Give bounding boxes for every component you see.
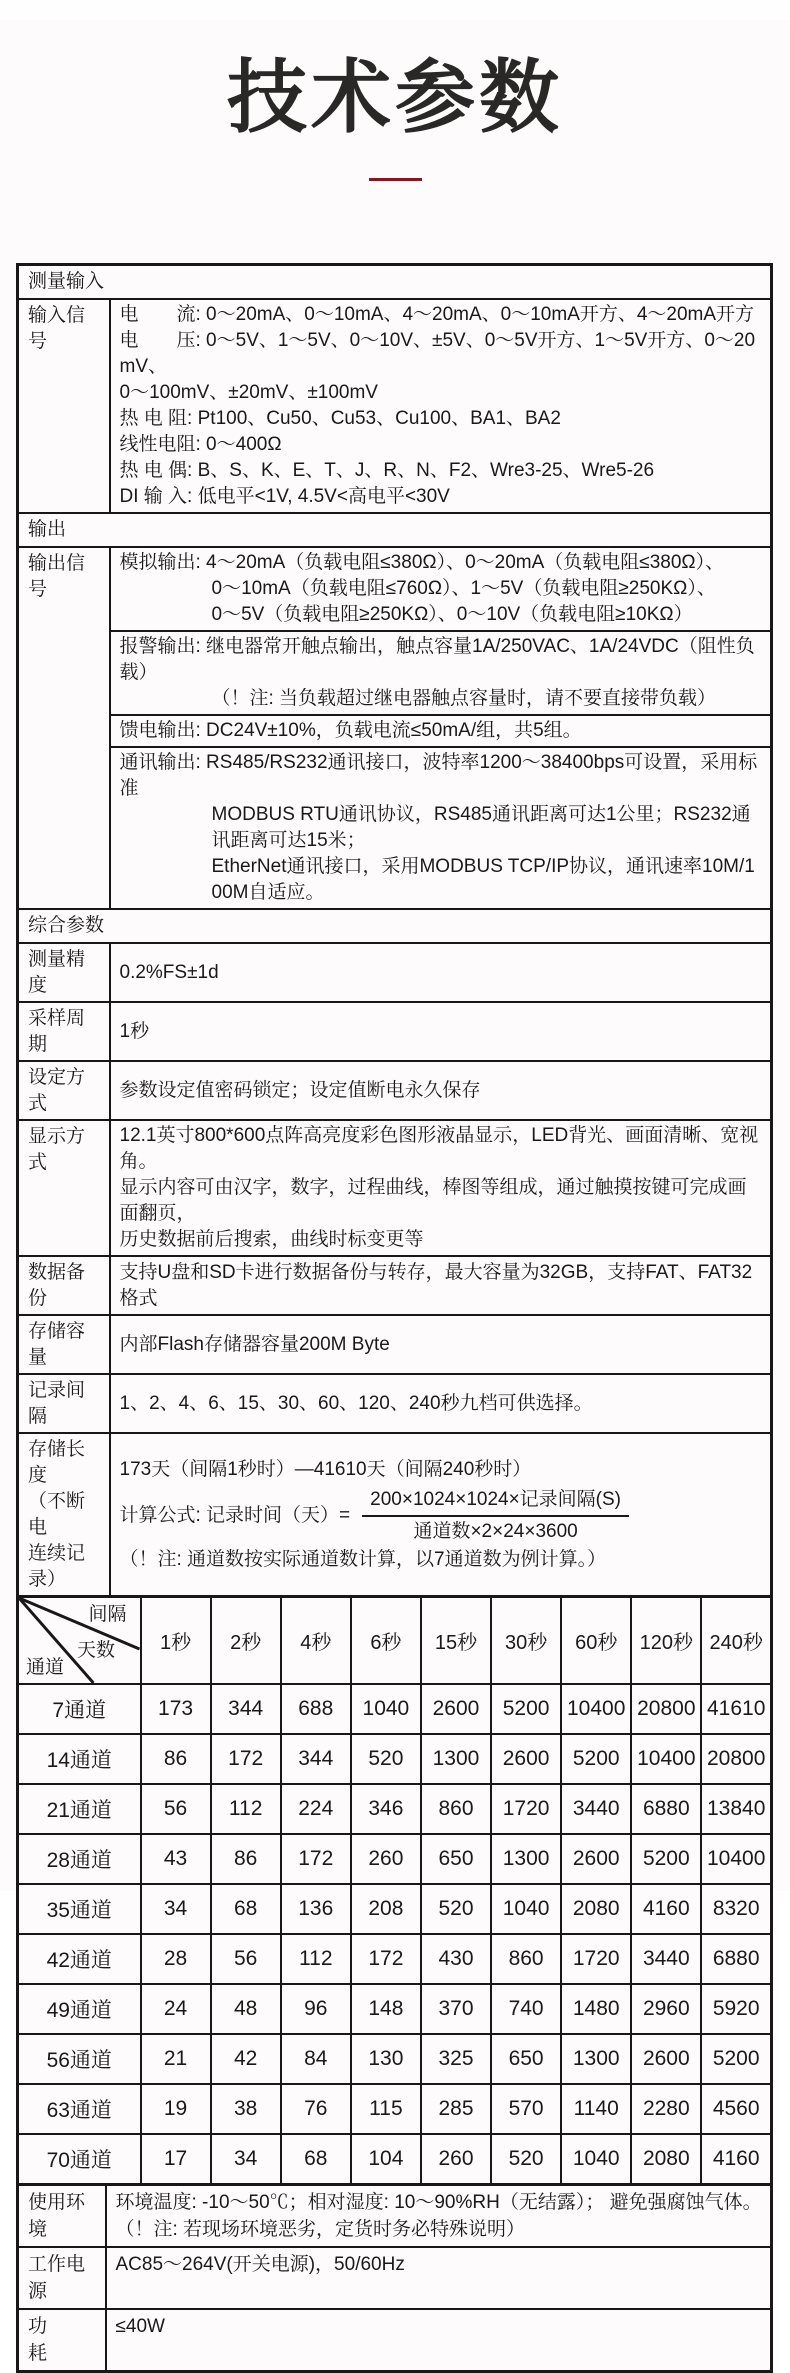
spec-row-sampling [18, 1002, 772, 1061]
channel-cell: 520 [491, 2134, 561, 2185]
row-label: 存储容量 [18, 1315, 110, 1374]
section-label: 综合参数 [18, 909, 772, 943]
channel-row-label: 42通道 [18, 1934, 141, 1984]
channel-table-row [18, 1934, 772, 1984]
row-label: 工作电源 [18, 2247, 106, 2309]
channel-cell: 2960 [631, 1984, 701, 2034]
spec-row-interval [18, 1374, 772, 1433]
channel-cell: 172 [211, 1734, 281, 1784]
channel-row-label: 49通道 [18, 1984, 141, 2034]
channel-row-label: 63通道 [18, 2084, 141, 2134]
row-environment [18, 2185, 772, 2248]
channel-cell: 34 [141, 1884, 211, 1934]
channel-cell: 860 [421, 1784, 491, 1834]
channel-cell: 344 [281, 1734, 351, 1784]
accuracy-value: 0.2%FS±1d [110, 943, 772, 1002]
text-line: 模拟输出: 4～20mA（负载电阻≤380Ω）、0～20mA（负载电阻≤380Ω）、 [119, 552, 725, 573]
channel-cell: 24 [141, 1984, 211, 2034]
spec-row-storage-length [18, 1433, 772, 1597]
channel-cell: 1720 [491, 1784, 561, 1834]
text-line: （！注: 若现场环境恶劣，定货时务必特殊说明） [115, 2219, 526, 2240]
channel-cell: 1300 [491, 1834, 561, 1884]
text-line: 12.1英寸800*600点阵高亮度彩色图形液晶显示，LED背光、画面清晰、宽视角。 [119, 1125, 759, 1172]
spec-row-output-signal-comm [18, 747, 772, 909]
channel-row-label: 35通道 [18, 1884, 141, 1934]
channel-cell: 104 [351, 2134, 421, 2185]
channel-cell: 1140 [561, 2084, 631, 2134]
row-label: 数据备份 [18, 1256, 110, 1315]
section-label: 测量输入 [18, 265, 772, 300]
channel-cell: 43 [141, 1834, 211, 1884]
row-label [18, 1433, 110, 1597]
top-band [0, 0, 790, 20]
channel-cell: 520 [351, 1734, 421, 1784]
channel-cell: 8320 [701, 1884, 771, 1934]
channel-cell: 172 [281, 1834, 351, 1884]
analog-output-value [110, 547, 772, 631]
channel-col-header: 240秒 [701, 1597, 771, 1685]
corner-label-days: 天数 [77, 1640, 116, 1661]
alarm-output-value [110, 631, 772, 715]
channel-cell: 860 [491, 1934, 561, 1984]
channel-table-row [18, 2034, 772, 2084]
channel-col-header: 120秒 [631, 1597, 701, 1685]
channel-cell: 1300 [421, 1734, 491, 1784]
channel-cell: 2080 [561, 1884, 631, 1934]
channel-cell: 4160 [701, 2134, 771, 2185]
text-line: 显示内容可由汉字，数字，过程曲线，棒图等组成，通过触摸按键可完成画面翻页， [119, 1177, 747, 1224]
formula-fraction [362, 1487, 629, 1545]
channel-col-header: 30秒 [491, 1597, 561, 1685]
spec-row-capacity [18, 1315, 772, 1374]
display-value [110, 1120, 772, 1256]
spec-row-input-signal [18, 299, 772, 513]
spec-row-backup [18, 1256, 772, 1315]
text-line: 热 电 偶: B、S、K、E、T、J、R、N、F2、Wre3-25、Wre5-26 [119, 460, 655, 481]
storage-note: （！注: 通道数按实际通道数计算，以7通道数为例计算。） [119, 1548, 607, 1570]
channel-cell: 1480 [561, 1984, 631, 2034]
channel-cell: 370 [421, 1984, 491, 2034]
channel-cell: 2600 [421, 1684, 491, 1734]
channel-col-header: 6秒 [351, 1597, 421, 1685]
corner-label-channel: 通道 [26, 1657, 65, 1678]
channel-table-row [18, 1884, 772, 1934]
channel-cell: 688 [281, 1684, 351, 1734]
row-label: 采样周期 [18, 1002, 110, 1061]
channel-cell: 208 [351, 1884, 421, 1934]
channel-cell: 130 [351, 2034, 421, 2084]
channel-cell: 3440 [561, 1784, 631, 1834]
spec-row-setting [18, 1061, 772, 1120]
corner-label-interval: 间隔 [88, 1604, 127, 1625]
row-consumption [18, 2309, 772, 2372]
channel-row-label: 14通道 [18, 1734, 141, 1784]
channel-cell: 650 [491, 2034, 561, 2084]
channel-cell: 112 [281, 1934, 351, 1984]
channel-cell: 3440 [631, 1934, 701, 1984]
channel-table-body [18, 1684, 772, 2185]
channel-cell: 2600 [561, 1834, 631, 1884]
interval-value: 1、2、4、6、15、30、60、120、240秒九档可供选择。 [110, 1374, 772, 1433]
channel-col-header: 4秒 [281, 1597, 351, 1685]
channel-cell: 5920 [701, 1984, 771, 2034]
channel-cell: 76 [281, 2084, 351, 2134]
channel-cell: 260 [351, 1834, 421, 1884]
comm-output-value [110, 747, 772, 909]
text-line: 电 压: 0～5V、1～5V、0～10V、±5V、0～5V开方、1～5V开方、0～20 mV、 [119, 330, 756, 377]
channel-cell: 260 [421, 2134, 491, 2185]
text-line: （！注: 当负载超过继电器触点容量时，请不要直接带负载） [211, 688, 717, 709]
channel-cell: 86 [141, 1734, 211, 1784]
power-value: AC85～264V(开关电源)，50/60Hz [106, 2247, 772, 2309]
channel-cell: 20800 [701, 1734, 771, 1784]
spec-row-output-signal-analog [18, 547, 772, 631]
row-label: 显示方式 [18, 1120, 110, 1256]
channel-cell: 84 [281, 2034, 351, 2084]
text-line: （不断电 [28, 1491, 86, 1538]
text-line: 0～10mA（负载电阻≤760Ω）、1～5V（负载电阻≥250KΩ）、 [211, 578, 716, 599]
channel-cell: 172 [351, 1934, 421, 1984]
channel-cell: 28 [141, 1934, 211, 1984]
channel-cell: 68 [211, 1884, 281, 1934]
channel-cell: 136 [281, 1884, 351, 1934]
channel-cell: 38 [211, 2084, 281, 2134]
channel-table-row [18, 2084, 772, 2134]
text-line: EtherNet通讯接口，采用MODBUS TCP/IP协议，通讯速率10M/100M自适应。 [211, 856, 755, 903]
channel-cell: 10400 [561, 1684, 631, 1734]
channel-cell: 1040 [491, 1884, 561, 1934]
spec-table [16, 263, 773, 1598]
channel-cell: 20800 [631, 1684, 701, 1734]
row-label: 记录间隔 [18, 1374, 110, 1433]
bottom-table [16, 2183, 773, 2373]
text-line: 环境温度: -10～50℃；相对湿度: 10～90%RH（无结露）； 避免强腐蚀气体。 [115, 2192, 762, 2213]
storage-length-value [110, 1433, 772, 1597]
corner-cell [18, 1597, 141, 1685]
text-line: 线性电阻: 0～400Ω [119, 434, 282, 455]
channel-row-label: 70通道 [18, 2134, 141, 2185]
input-signal-value [110, 299, 772, 513]
channel-cell: 2280 [631, 2084, 701, 2134]
text-line: 0～100mV、±20mV、±100mV [119, 382, 378, 403]
channel-row-label: 28通道 [18, 1834, 141, 1884]
channel-cell: 17 [141, 2134, 211, 2185]
channel-cell: 4560 [701, 2084, 771, 2134]
row-label: 测量精度 [18, 943, 110, 1002]
spec-row-accuracy [18, 943, 772, 1002]
setting-value: 参数设定值密码锁定；设定值断电永久保存 [110, 1061, 772, 1120]
row-label: 功 耗 [18, 2309, 106, 2372]
text-line: 历史数据前后搜索，曲线时标变更等 [119, 1229, 424, 1250]
channel-cell: 570 [491, 2084, 561, 2134]
tables-container [16, 263, 773, 2373]
channel-cell: 34 [211, 2134, 281, 2185]
channel-table-row [18, 1684, 772, 1734]
channel-cell: 1040 [351, 1684, 421, 1734]
text-line: MODBUS RTU通讯协议，RS485通讯距离可达1公里；RS232通讯距离可达15米； [211, 804, 751, 851]
section-row-output [18, 513, 772, 547]
channel-cell: 5200 [561, 1734, 631, 1784]
channel-cell: 1300 [561, 2034, 631, 2084]
feed-output-value: 馈电输出: DC24V±10%，负载电流≤50mA/组，共5组。 [110, 715, 772, 747]
text-line: 热 电 阻: Pt100、Cu50、Cu53、Cu100、BA1、BA2 [119, 408, 561, 429]
channel-cell: 21 [141, 2034, 211, 2084]
row-label: 输出信号 [18, 547, 110, 909]
channel-cell: 6880 [701, 1934, 771, 1984]
channel-cell: 10400 [631, 1734, 701, 1784]
text-line: 通讯输出: RS485/RS232通讯接口，波特率1200～38400bps可设置，采用标准 [119, 752, 758, 799]
row-label: 设定方式 [18, 1061, 110, 1120]
channel-cell: 56 [141, 1784, 211, 1834]
channel-cell: 4160 [631, 1884, 701, 1934]
channel-cell: 96 [281, 1984, 351, 2034]
channel-cell: 19 [141, 2084, 211, 2134]
channel-cell: 325 [421, 2034, 491, 2084]
formula-numerator: 200×1024×1024×记录间隔(S) [362, 1487, 629, 1517]
channel-cell: 173 [141, 1684, 211, 1734]
text-line: 存储长度 [28, 1439, 86, 1486]
channel-cell: 112 [211, 1784, 281, 1834]
channel-cell: 10400 [701, 1834, 771, 1884]
sampling-value: 1秒 [110, 1002, 772, 1061]
channel-table-row [18, 1784, 772, 1834]
spec-row-output-signal-alarm [18, 631, 772, 715]
page-title: 技术参数 [227, 53, 563, 142]
channel-cell: 1720 [561, 1934, 631, 1984]
channel-col-header: 60秒 [561, 1597, 631, 1685]
channel-cell: 86 [211, 1834, 281, 1884]
text-line: 报警输出: 继电器常开触点输出，触点容量1A/250VAC、1A/24VDC（阻性负载） [119, 636, 755, 683]
channel-cell: 2600 [631, 2034, 701, 2084]
title-accent-divider [369, 178, 422, 181]
channel-cell: 430 [421, 1934, 491, 1984]
channel-cell: 650 [421, 1834, 491, 1884]
channel-table-row [18, 1984, 772, 2034]
channel-cell: 1040 [561, 2134, 631, 2185]
channel-cell: 520 [421, 1884, 491, 1934]
backup-value: 支持U盘和SD卡进行数据备份与转存，最大容量为32GB，支持FAT、FAT32格式 [110, 1256, 772, 1315]
environment-value [106, 2185, 772, 2248]
channel-cell: 148 [351, 1984, 421, 2034]
storage-formula [120, 1487, 765, 1545]
channel-table [16, 1595, 773, 2186]
channel-col-header: 15秒 [421, 1597, 491, 1685]
channel-row-label: 56通道 [18, 2034, 141, 2084]
section-row-general [18, 909, 772, 943]
channel-cell: 68 [281, 2134, 351, 2185]
channel-cell: 285 [421, 2084, 491, 2134]
channel-cell: 41610 [701, 1684, 771, 1734]
channel-cell: 740 [491, 1984, 561, 2034]
channel-cell: 42 [211, 2034, 281, 2084]
channel-row-label: 7通道 [18, 1684, 141, 1734]
row-label: 使用环境 [18, 2185, 106, 2248]
channel-table-header-row [18, 1597, 772, 1685]
channel-cell: 2080 [631, 2134, 701, 2185]
channel-cell: 344 [211, 1684, 281, 1734]
capacity-value: 内部Flash存储器容量200M Byte [110, 1315, 772, 1374]
channel-col-header: 1秒 [141, 1597, 211, 1685]
section-row-measure-input [18, 265, 772, 300]
section-label: 输出 [18, 513, 772, 547]
spec-row-display [18, 1120, 772, 1256]
channel-table-row [18, 1734, 772, 1784]
channel-table-row [18, 1834, 772, 1884]
spec-row-output-signal-feed [18, 715, 772, 747]
text-line: 0～5V（负载电阻≥250KΩ）、0～10V（负载电阻≥10KΩ） [211, 604, 693, 625]
channel-col-header: 2秒 [211, 1597, 281, 1685]
row-power [18, 2247, 772, 2309]
row-label: 输入信号 [18, 299, 110, 513]
channel-cell: 5200 [631, 1834, 701, 1884]
storage-range: 173天（间隔1秒时）—41610天（间隔240秒时） [119, 1458, 532, 1480]
channel-table-row [18, 2134, 772, 2185]
text-line: DI 输 入: 低电平<1V, 4.5V<高电平<30V [119, 486, 450, 507]
text-line: 连续记录） [28, 1543, 86, 1590]
channel-cell: 224 [281, 1784, 351, 1834]
formula-denominator: 通道数×2×24×3600 [413, 1520, 578, 1542]
consumption-value: ≤40W [106, 2309, 772, 2372]
channel-cell: 13840 [701, 1784, 771, 1834]
channel-cell: 5200 [491, 1684, 561, 1734]
channel-cell: 115 [351, 2084, 421, 2134]
channel-cell: 6880 [631, 1784, 701, 1834]
formula-prefix: 计算公式: 记录时间（天）= [119, 1504, 351, 1526]
channel-cell: 346 [351, 1784, 421, 1834]
channel-row-label: 21通道 [18, 1784, 141, 1834]
channel-cell: 48 [211, 1984, 281, 2034]
channel-cell: 5200 [701, 2034, 771, 2084]
text-line: 电 流: 0～20mA、0～10mA、4～20mA、0～10mA开方、4～20mA开方 [119, 304, 755, 325]
channel-cell: 56 [211, 1934, 281, 1984]
channel-cell: 2600 [491, 1734, 561, 1784]
